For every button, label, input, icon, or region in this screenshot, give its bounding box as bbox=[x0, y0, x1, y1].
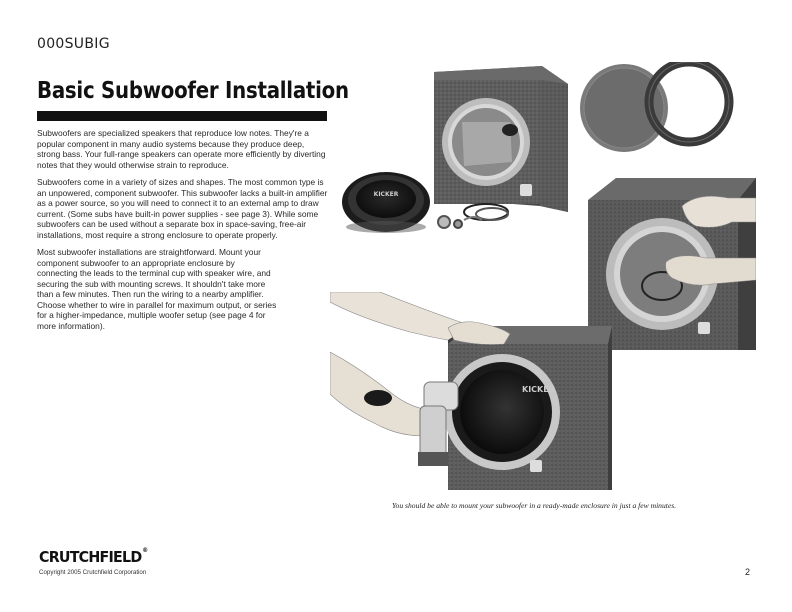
wiring-kit bbox=[438, 204, 508, 228]
installation-paragraph: Most subwoofer installations are straightforward. Mount your component subwoofer to an appropriate enclosure by connecting the leads to the terminal cup with speaker wire, and securing the sub with mounting screws. It shouldn't take more than a few minutes. Then run the wiring to a nearby amplifier. Choose whether to wire in parallel for maximum output, or series for a higher-impedance, multiple woofer setup (see page 4 for more information). bbox=[37, 247, 277, 331]
crutchfield-logo bbox=[39, 548, 147, 566]
speaker-grille bbox=[580, 62, 729, 152]
driver-brand-label: KICKER bbox=[522, 385, 555, 394]
copyright-notice: Copyright 2005 Crutchfield Corporation bbox=[39, 569, 147, 576]
lower-hand bbox=[666, 256, 756, 285]
driver-brand-label: KICKER bbox=[373, 191, 399, 198]
document-code: 000SUBIG bbox=[37, 36, 110, 52]
types-paragraph: Subwoofers come in a variety of sizes and shapes. The most common type is an unpowered, component subwoofer. This subwoofer lacks a built-in amplifier as a power source, so you will need to connect it to an external amp to draw current. (Some subs have built-in power supplies - see page 3). While some subwoofers can be used without a separate box in space-saving, free-air installations, most require a strong enclosure to operate properly. bbox=[37, 177, 328, 240]
empty-enclosure bbox=[434, 66, 568, 212]
intro-paragraph: Subwoofers are specialized speakers that reproduce low notes. They're a popular component in many audio systems because they produce deep, strong bass. Your full-range speakers can operate more efficiently by diverting notes that they would otherwise strain to reproduce. bbox=[37, 128, 326, 170]
subwoofer-driver bbox=[342, 172, 430, 233]
page-title: Basic Subwoofer Installation bbox=[37, 78, 349, 104]
page-number: 2 bbox=[745, 567, 751, 577]
mounting-subwoofer-photo bbox=[330, 292, 612, 490]
registered-mark: ® bbox=[142, 547, 148, 554]
body-text bbox=[37, 128, 329, 338]
logo-text: CRUTCHFIELD bbox=[39, 548, 142, 566]
photo-caption: You should be able to mount your subwoofer in a ready-made enclosure in just a few minutes. bbox=[392, 501, 677, 510]
title-underline-bar bbox=[37, 111, 327, 121]
